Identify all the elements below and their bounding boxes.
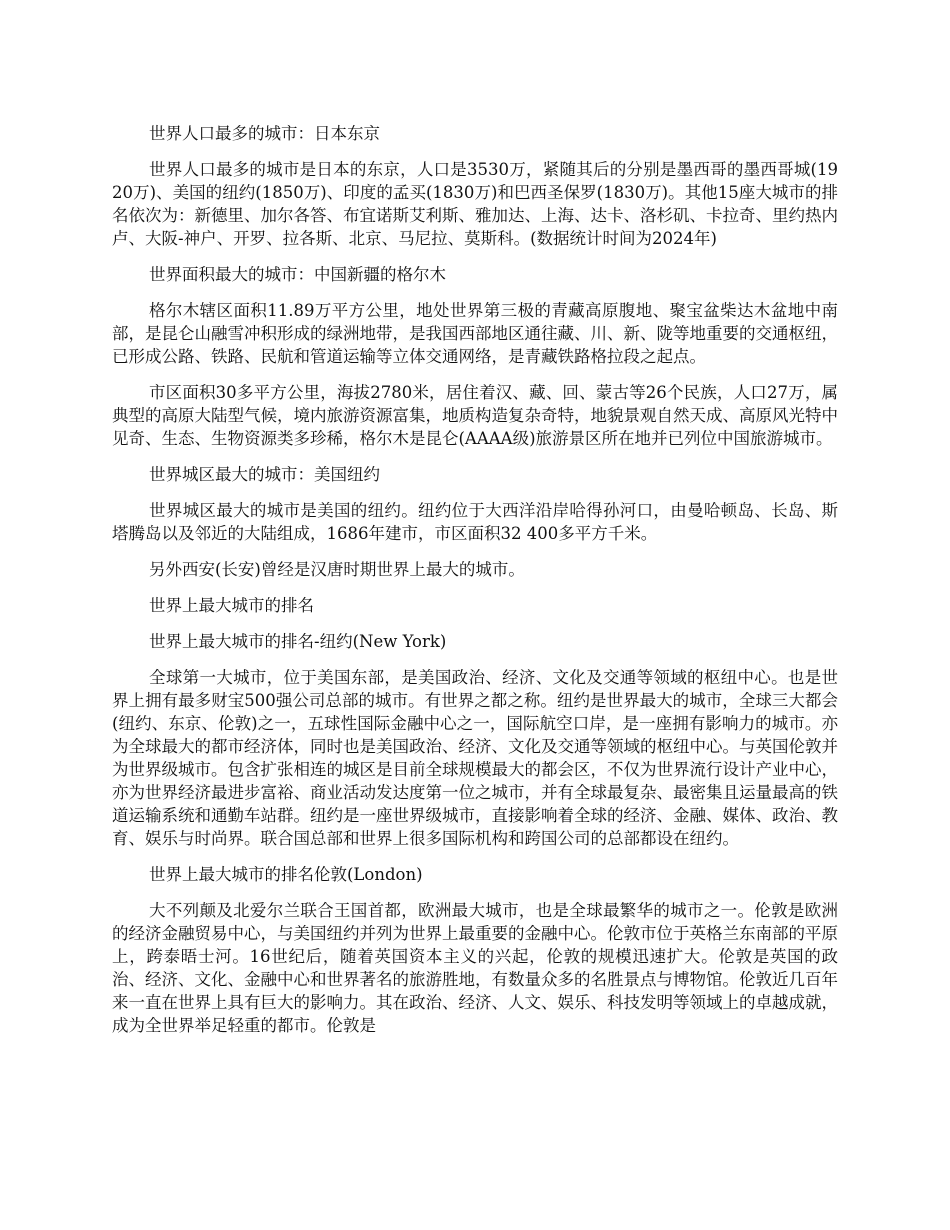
heading-most-populous-city: 世界人口最多的城市：日本东京 [149, 124, 380, 143]
document-page [112, 122, 838, 1037]
paragraph-new-york-urban-area: 世界城区最大的城市是美国的纽约。纽约位于大西洋沿岸哈得孙河口，由曼哈顿岛、长岛、斯塔腾岛以及邻近的大陆组成，1686年建市，市区面积32 400多平方千米。 [112, 501, 838, 543]
paragraph-xian-history: 另外西安(长安)曾经是汉唐时期世界上最大的城市。 [149, 560, 525, 579]
heading-largest-area-city: 世界面积最大的城市：中国新疆的格尔木 [149, 265, 446, 284]
heading-largest-urban-area-city: 世界城区最大的城市：美国纽约 [149, 465, 380, 484]
heading-ranking-london: 世界上最大城市的排名伦敦(London) [149, 865, 423, 884]
paragraph-new-york-description: 全球第一大城市，位于美国东部，是美国政治、经济、文化及交通等领域的枢纽中心。也是世界上拥有最多财宝500强公司总部的城市。有世界之都之称。纽约是世界最大的城市，全球三大都会(纽约、东京、伦敦)之一，五球性国际金融中心之一，国际航空口岸，是一座拥有影响力的城市。亦为全球最大的都市经济体，同时也是美国政治、经济、文化及交通等领域的枢纽中心。与英国伦敦并为世界级城市。包含扩张相连的城区是目前全球规模最大的都会区，不仅为世界流行设计产业中心，亦为世界经济最进步富裕、商业活动发达度第一位之城市，并有全球最复杂、最密集且运量最高的铁道运输系统和通勤车站群。纽约是一座世界级城市，直接影响着全球的经济、金融、媒体、政治、教育、娱乐与时尚界。联合国总部和世界上很多国际机构和跨国公司的总部都设在纽约。 [112, 668, 838, 848]
paragraph-tokyo-population: 世界人口最多的城市是日本的东京，人口是3530万，紧随其后的分别是墨西哥的墨西哥城(1920万)、美国的纽约(1850万)、印度的孟买(1830万)和巴西圣保罗(1830万)。其他15座大城市的排名依次为：新德里、加尔各答、布宜诺斯艾利斯、雅加达、上海、达卡、洛杉矶、卡拉奇、里约热内卢、大阪-神户、开罗、拉各斯、北京、马尼拉、莫斯科。(数据统计时间为2024年) [112, 160, 838, 248]
paragraph-golmud-city: 市区面积30多平方公里，海拔2780米，居住着汉、藏、回、蒙古等26个民族，人口27万，属典型的高原大陆型气候，境内旅游资源富集，地质构造复杂奇特，地貌景观自然天成、高原风光特中见奇、生态、生物资源类多珍稀，格尔木是昆仑(AAAA级)旅游景区所在地并已列位中国旅游城市。 [112, 383, 838, 448]
paragraph-london-description: 大不列颠及北爱尔兰联合王国首都，欧洲最大城市，也是全球最繁华的城市之一。伦敦是欧洲的经济金融贸易中心，与美国纽约并列为世界上最重要的金融中心。伦敦市位于英格兰东南部的平原上，跨泰晤士河。16世纪后，随着英国资本主义的兴起，伦敦的规模迅速扩大。伦敦是英国的政治、经济、文化、金融中心和世界著名的旅游胜地，有数量众多的名胜景点与博物馆。伦敦近几百年来一直在世界上具有巨大的影响力。其在政治、经济、人文、娱乐、科技发明等领域上的卓越成就，成为全世界举足轻重的都市。伦敦是 [112, 901, 838, 1035]
heading-city-ranking: 世界上最大城市的排名 [149, 596, 314, 615]
paragraph-golmud-area: 格尔木辖区面积11.89万平方公里，地处世界第三极的青藏高原腹地、聚宝盆柴达木盆地中南部，是昆仑山融雪冲积形成的绿洲地带，是我国西部地区通往藏、川、新、陇等地重要的交通枢纽，已形成公路、铁路、民航和管道运输等立体交通网络，是青藏铁路格拉段之起点。 [112, 301, 838, 366]
heading-ranking-new-york: 世界上最大城市的排名-纽约(New York) [149, 632, 447, 651]
